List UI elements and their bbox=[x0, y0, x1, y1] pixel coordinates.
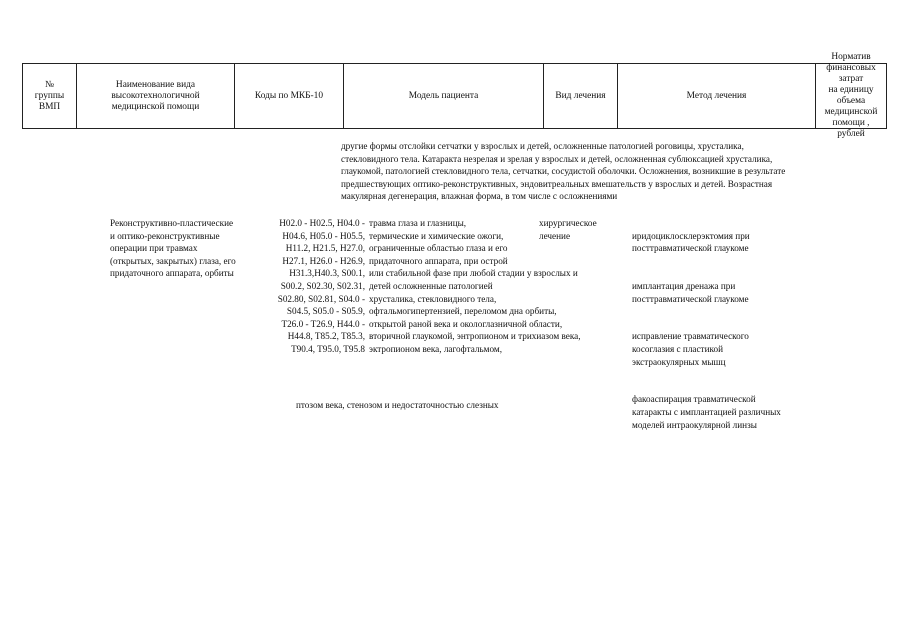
continuation-text: другие формы отслойки сетчатки у взрослых и детей, осложненные патологией роговицы, хрусталика, стекловидного тела. Катаракта незрелая и зрелая у взрослых и детей, осложненная сублюксацией хрусталика, глаукомой, патологией стекловидного тела, сетчатки, сосудистой оболочки. Осложнения, возникшие в результате предшествующих оптико-реконструктивных, эндовитреальных вмешательств у взрослых и детей. Возрастная макулярная дегенерация, влажная форма, в том числе с осложнениями bbox=[341, 141, 786, 202]
header-patient-model: Модель пациента bbox=[344, 64, 544, 128]
row-treatment-methods bbox=[632, 217, 817, 456]
method-item: исправление травматического косоглазия с пластикой экстраокулярных мышц bbox=[632, 331, 749, 367]
row-patient-model: травма глаза и глазницы, термические и химические ожоги, ограниченные областью глаза и его придаточного аппарата, при острой или стабильной фазе при любой стадии у взрослых и детей осложненные патологией хрусталика, стекловидного тела, офтальмогипертензией, переломом дна орбиты, открытой раной века и окологлазничной области, вторичной глаукомой, энтропионом и трихиазом века, эктропионом века, лагофтальмом, bbox=[369, 218, 581, 354]
row-icd10-codes: H02.0 - H02.5, H04.0 - H04.6, H05.0 - H05.5, H11.2, H21.5, H27.0, H27.1, H26.0 - H26.9, H31.3,H40.3, S00.1, S00.2, S02.30, S02.31, S02.80, S02.81, S04.0 - S04.5, S05.0 - S05.9, T26.0 - T26.9, H44.0 - H44.8, T85.2, T85.3, T90.4, T95.0, T95.8 bbox=[277, 218, 365, 354]
header-treatment-method: Метод лечения bbox=[618, 64, 816, 128]
method-item: факоаспирация травматической катаракты с имплантацией различных моделей интраокулярной линзы bbox=[632, 394, 781, 430]
table-header bbox=[22, 52, 887, 139]
continued-model-text: птозом века, стенозом и недостаточностью слезных bbox=[296, 400, 499, 410]
header-icd10-codes: Коды по МКБ-10 bbox=[235, 64, 344, 128]
method-item: иридоциклосклерэктомия при посттравматической глаукоме bbox=[632, 230, 750, 254]
header-cost-standard: Норматив финансовых затрат на единицу объема медицинской помощи , рублей bbox=[824, 52, 878, 139]
header-care-type-name: Наименование вида высокотехнологичной медицинской помощи bbox=[77, 64, 235, 128]
header-group-number: № группы ВМП bbox=[23, 64, 77, 128]
row-care-type-name: Реконструктивно-пластические и оптико-реконструктивные операции при травмах (открытых, закрытых) глаза, его придаточного аппарата, орбиты bbox=[110, 218, 236, 279]
method-item: имплантация дренажа при посттравматической глаукоме bbox=[632, 280, 749, 304]
header-treatment-type: Вид лечения bbox=[544, 64, 618, 128]
row-treatment-type: хирургическое лечение bbox=[539, 218, 597, 241]
